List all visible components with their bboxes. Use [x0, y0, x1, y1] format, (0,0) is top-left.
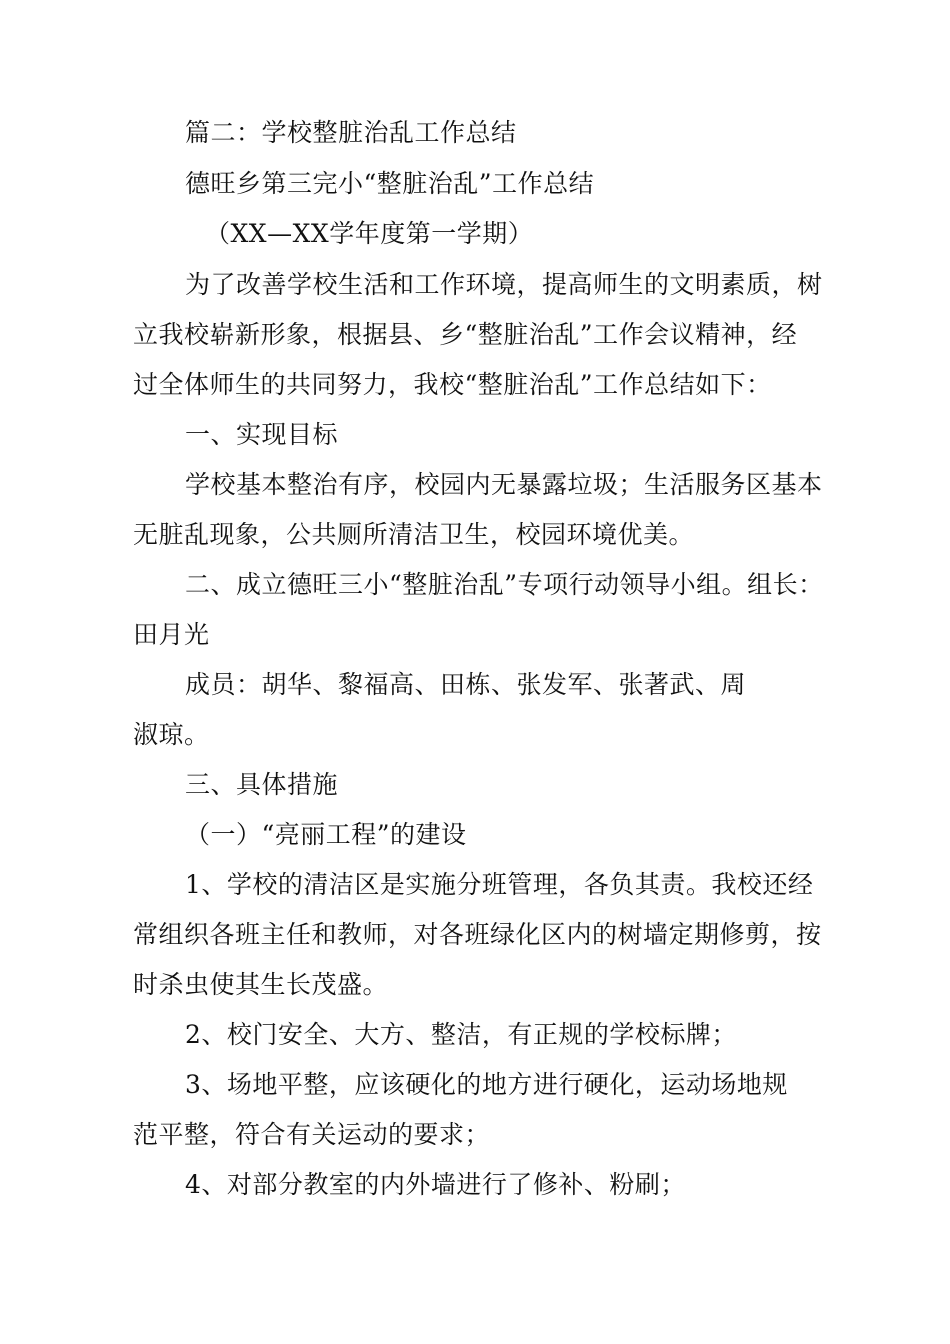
paragraph-line: 2、校门安全、大方、整洁，有正规的学校标牌； [185, 1020, 737, 1049]
paragraph-line: 3、场地平整，应该硬化的地方进行硬化，运动场地规 [185, 1070, 788, 1099]
report-title: 德旺乡第三完小“整脏治乱”工作总结 [185, 169, 595, 198]
heading-group: 二、成立德旺三小“整脏治乱”专项行动领导小组。组长： [185, 570, 824, 599]
paragraph-line: 田月光 [133, 620, 210, 649]
paragraph-line: 常组织各班主任和教师，对各班绿化区内的树墙定期修剪，按 [133, 920, 822, 949]
report-subtitle: （XX—XX学年度第一学期） [205, 219, 534, 248]
paragraph-line: 立我校崭新形象，根据县、乡“整脏治乱”工作会议精神，经 [133, 320, 798, 349]
heading-measures: 三、具体措施 [185, 770, 339, 799]
paragraph-line: 1、学校的清洁区是实施分班管理，各负其责。我校还经 [185, 870, 814, 899]
paragraph-line: 为了改善学校生活和工作环境，提高师生的文明素质，树 [185, 270, 823, 299]
paragraph-line: 4、对部分教室的内外墙进行了修补、粉刷； [185, 1170, 686, 1199]
paragraph-line: 无脏乱现象，公共厕所清洁卫生，校园环境优美。 [133, 520, 695, 549]
paragraph-line: 淑琼。 [133, 720, 210, 749]
paragraph-line: 过全体师生的共同努力，我校“整脏治乱”工作总结如下： [133, 370, 772, 399]
subheading: （一）“亮丽工程”的建设 [185, 820, 467, 849]
paragraph-line: 成员：胡华、黎福高、田栋、张发军、张著武、周 [185, 670, 747, 699]
paragraph-line: 时杀虫使其生长茂盛。 [133, 970, 389, 999]
heading-goals: 一、实现目标 [185, 420, 339, 449]
section-title: 篇二：学校整脏治乱工作总结 [185, 118, 517, 147]
paragraph-line: 学校基本整治有序，校园内无暴露垃圾；生活服务区基本 [185, 470, 823, 499]
paragraph-line: 范平整，符合有关运动的要求； [133, 1120, 491, 1149]
